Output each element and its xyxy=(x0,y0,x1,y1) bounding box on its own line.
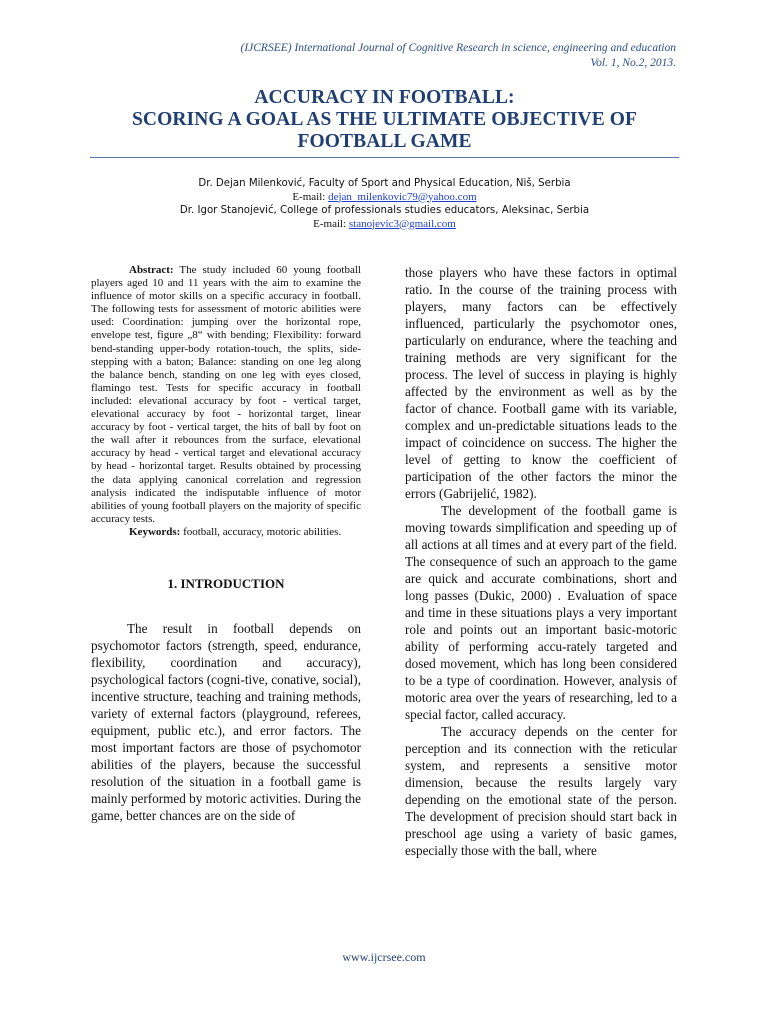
body-paragraph-2: The development of the football game is moving towards simplification and speeding up of all actions at all times and at every part of the field. The consequence of such an approach to the game are quick and accurate combinations, short and long passes (Dukic, 2000) . Evaluation of space and time in these situations plays a very important role and points out an important basic-motoric ability of performing accu-rately targeted and dosed movement, which has long been considered to be a type of coordination. However, analysis of motoric area over the years of researching, led to a special factor, called accuracy. xyxy=(405,503,677,722)
right-column xyxy=(405,264,677,859)
email-label: E-mail: xyxy=(313,217,349,230)
author-2-email-line xyxy=(90,218,679,232)
abstract xyxy=(91,264,361,526)
paper-title xyxy=(90,87,679,153)
author-2-affiliation: Dr. Igor Stanojević, College of professionals studies educators, Aleksinac, Serbia xyxy=(179,205,590,216)
keywords-label: Keywords: xyxy=(129,525,181,538)
abstract-text: The study included 60 young football players aged 10 and 11 years with the aim to examine the influence of motor skills on a specific accuracy in football. The following tests for assessment of motoric abilities were used: Coordination: jumping over the horizontal rope, envelope test, figure „8“ with bending; Flexibility: forward bend-standing upper-body rotation-touch, the splits, side-stepping with a baton; Balance: standing on one leg along the balance bench, standing on one leg with eyes closed, flamingo test. Tests for specific accuracy in football included: elevational accuracy by foot - vertical target, elevational accuracy by foot - horizontal target, linear accuracy by foot - vertical target, the hits of ball by foot on the wall after it rebounces from the surface, elevational accuracy by head - vertical target and elevational accuracy by head - horizontal target. Results obtained by processing the data applying canonical correlation and regression analysis indicated the indisputable influence of motor abilities of young football players on the majority of specific accuracy tests. xyxy=(91,264,361,525)
author-1-email-link[interactable]: dejan_milenkovic79@yahoo.com xyxy=(328,190,477,203)
keywords xyxy=(91,526,361,539)
body-paragraph-3: The accuracy depends on the center for perception and its connection with the reticular system, and represents a sensitive motor dimension, because the results largely vary depending on the emotional state of the person. The development of precision should start back in preschool age using a variety of basic games, especially those with the ball, where xyxy=(405,724,677,858)
abstract-label: Abstract: xyxy=(129,264,174,276)
body-paragraph-1: those players who have these factors in optimal ratio. In the course of the training process with players, many factors can be effectively influenced, particularly the psychomotor ones, particularly on endurance, where the teaching and training methods are very significant for the process. The level of success in playing is highly affected by the environment as well as by the factor of chance. Football game with its variable, complex and un-predictable situations leads to the impact of coincidence on success. The higher the level of getting to know the coefficient of participation of the other factors the minor the errors (Gabrijelić, 1982). xyxy=(405,265,677,501)
left-column xyxy=(91,264,361,824)
title-line-2: SCORING A GOAL AS THE ULTIMATE OBJECTIVE OF xyxy=(131,109,638,130)
title-divider xyxy=(90,157,679,158)
journal-header xyxy=(76,41,676,71)
email-label: E-mail: xyxy=(292,190,329,203)
author-1-affiliation: Dr. Dejan Milenković, Faculty of Sport and Physical Education, Niš, Serbia xyxy=(198,178,571,189)
footer-website-link[interactable]: www.ijcrsee.com xyxy=(342,950,426,964)
journal-volume: Vol. 1, No.2, 2013. xyxy=(590,57,676,69)
keywords-text: football, accuracy, motoric abilities. xyxy=(180,525,342,538)
author-block xyxy=(90,177,679,231)
title-line-3: FOOTBALL GAME xyxy=(297,131,472,152)
author-1-email-line xyxy=(90,191,679,205)
journal-name: (IJCRSEE) International Journal of Cognitive Research in science, engineering and education xyxy=(240,42,676,54)
author-2-email-link[interactable]: stanojevic3@gmail.com xyxy=(348,217,456,230)
introduction-paragraph: The result in football depends on psychomotor factors (strength, speed, endurance, flexibility, coordination and accuracy), psychological factors (cogni-tive, conative, social), incentive structure, teaching and training methods, variety of external factors (playground, referees, equipment, public etc.), and error factors. The most important factors are those of psychomotor abilities of the players, because the successful resolution of the situation in a football game is mainly performed by motoric activities. During the game, better chances are on the side of xyxy=(91,620,361,823)
title-line-1: ACCURACY IN FOOTBALL: xyxy=(254,87,515,108)
section-heading-introduction: 1. INTRODUCTION xyxy=(167,575,285,591)
